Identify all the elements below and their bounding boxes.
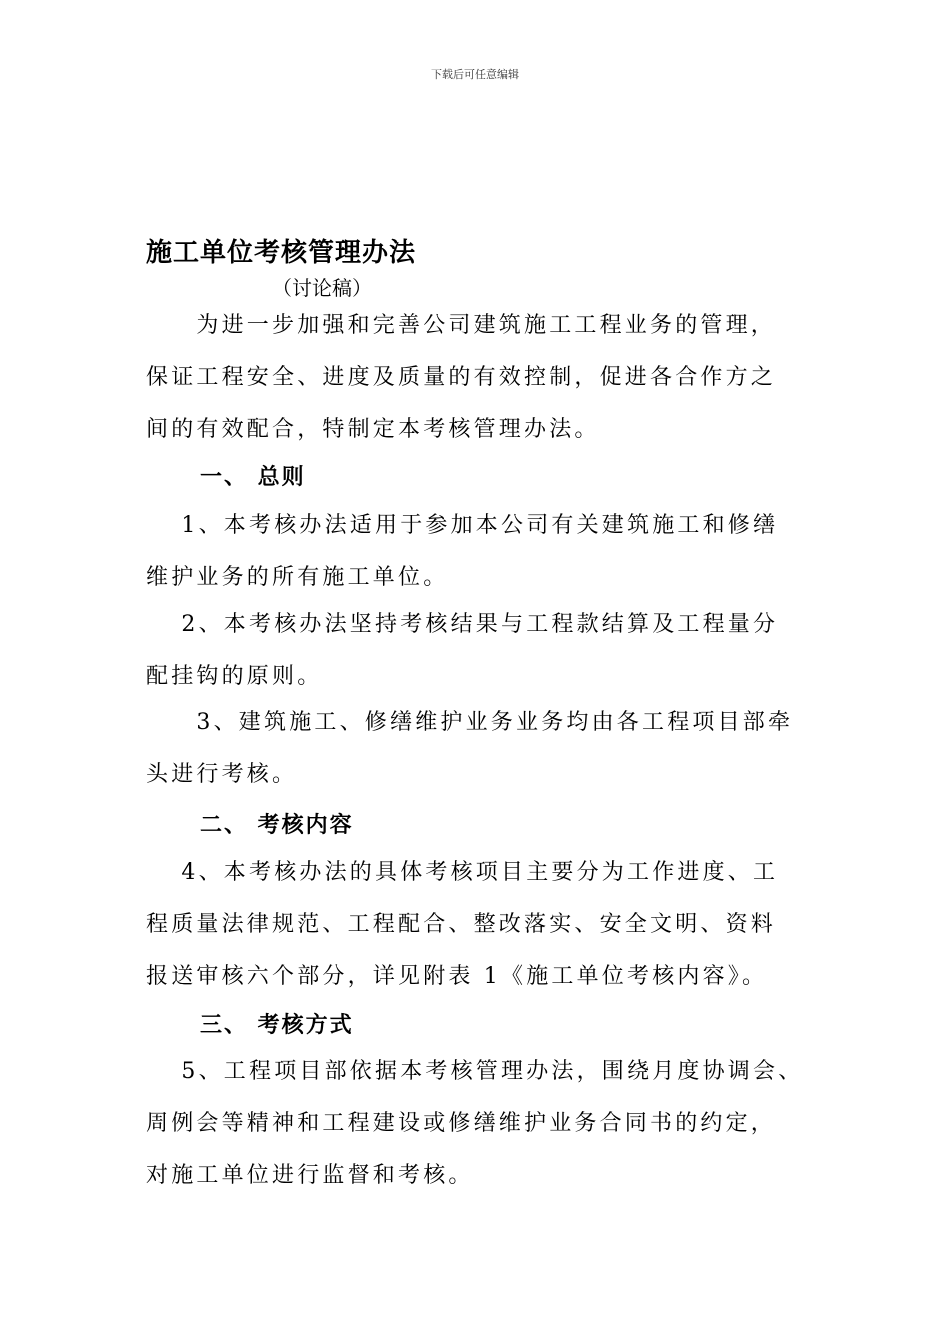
section-heading-general: 一、 总则 [200, 465, 306, 490]
paragraph-line: 4、本考核办法的具体考核项目主要分为工作进度、工 [146, 860, 779, 885]
document-subtitle: （讨论稿） [272, 276, 372, 300]
paragraph-line: 周例会等精神和工程建设或修缮维护业务合同书的约定， [146, 1111, 777, 1136]
section-heading-method: 三、 考核方式 [200, 1013, 354, 1038]
clause-5 [146, 1046, 826, 1202]
paragraph-line: 报送审核六个部分，详见附表 1《施工单位考核内容》。 [146, 964, 768, 989]
paragraph-line: 1、本考核办法适用于参加本公司有关建筑施工和修缮 [146, 513, 779, 538]
clause-1 [146, 500, 826, 604]
paragraph-line: 对施工单位进行监督和考核。 [146, 1163, 474, 1188]
paragraph-line: 5、工程项目部依据本考核管理办法，围绕月度协调会、 [146, 1059, 804, 1084]
clause-2 [146, 599, 826, 703]
paragraph-line: 保证工程安全、进度及质量的有效控制，促进各合作方之 [146, 365, 777, 390]
header-note: 下载后可任意编辑 [431, 68, 519, 81]
paragraph-line: 配挂钩的原则。 [146, 664, 323, 689]
paragraph-line: 间的有效配合，特制定本考核管理办法。 [146, 417, 600, 442]
paragraph-line: 为进一步加强和完善公司建筑施工工程业务的管理， [146, 313, 777, 338]
clause-4 [146, 847, 826, 1003]
paragraph-line: 维护业务的所有施工单位。 [146, 565, 449, 590]
document-title: 施工单位考核管理办法 [146, 238, 417, 268]
section-heading-content: 二、 考核内容 [200, 813, 354, 838]
paragraph-line: 头进行考核。 [146, 762, 298, 787]
paragraph-line: 程质量法律规范、工程配合、整改落实、安全文明、资料 [146, 912, 777, 937]
paragraph-line: 3、建筑施工、修缮维护业务业务均由各工程项目部牵 [146, 710, 794, 735]
clause-3 [146, 697, 826, 801]
intro-paragraph [146, 300, 826, 456]
paragraph-line: 2、本考核办法坚持考核结果与工程款结算及工程量分 [146, 612, 779, 637]
